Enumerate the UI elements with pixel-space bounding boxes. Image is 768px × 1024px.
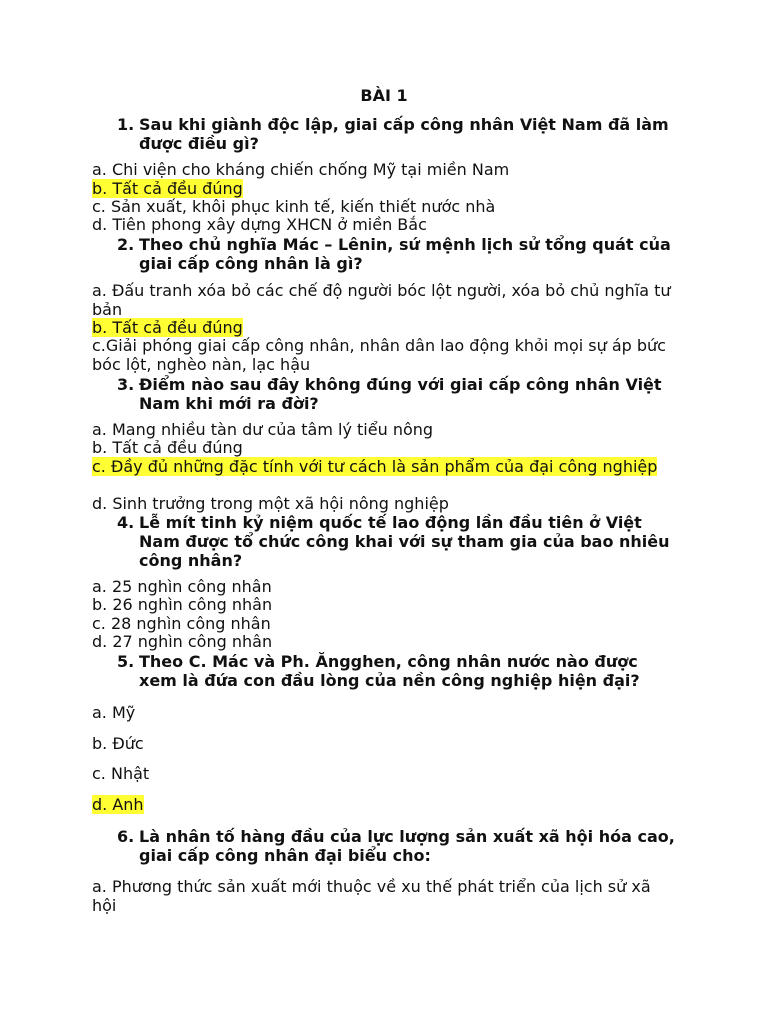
option-4d — [92, 633, 672, 652]
option-text: c.Giải phóng giai cấp công nhân, nhân dân lao động khỏi mọi sự áp bức bóc lột, nghèo nàn, lạc hậu — [92, 336, 666, 374]
option-text-highlighted: b. Tất cả đều đúng — [92, 318, 243, 337]
question-number: 3. — [117, 375, 135, 394]
question-number: 6. — [117, 827, 135, 846]
question-text: Là nhân tố hàng đầu của lực lượng sản xuất xã hội hóa cao, giai cấp công nhân đại biểu cho: — [139, 827, 675, 865]
question-1 — [117, 115, 677, 153]
question-text: Sau khi giành độc lập, giai cấp công nhân Việt Nam đã làm được điều gì? — [139, 115, 669, 153]
option-text: c. Sản xuất, khôi phục kinh tế, kiến thiết nước nhà — [92, 197, 496, 216]
option-2c — [92, 337, 672, 374]
option-text: a. Chi viện cho kháng chiến chống Mỹ tại miền Nam — [92, 160, 510, 179]
option-text: a. Đấu tranh xóa bỏ các chế độ người bóc lột người, xóa bỏ chủ nghĩa tư bản — [92, 281, 671, 319]
option-3a — [92, 421, 672, 440]
option-1b — [92, 180, 672, 199]
option-text-highlighted: c. Đầy đủ những đặc tính với tư cách là sản phẩm của đại công nghiệp — [92, 457, 658, 476]
question-5 — [117, 652, 677, 690]
question-number: 1. — [117, 115, 135, 134]
option-text: a. Mang nhiều tàn dư của tâm lý tiểu nông — [92, 420, 434, 439]
option-2a — [92, 282, 672, 319]
option-3c — [92, 458, 672, 477]
option-1a — [92, 161, 672, 180]
option-4b — [92, 596, 672, 615]
option-4a — [92, 578, 672, 597]
question-6 — [117, 827, 677, 865]
option-text-highlighted: d. Anh — [92, 795, 144, 814]
option-text: c. Nhật — [92, 764, 150, 783]
option-5c — [92, 765, 672, 784]
question-number: 4. — [117, 513, 135, 532]
question-number: 2. — [117, 235, 135, 254]
option-text: d. Sinh trưởng trong một xã hội nông nghiệp — [92, 494, 449, 513]
option-text: b. Tất cả đều đúng — [92, 438, 243, 457]
question-text: Theo C. Mác và Ph. Ăngghen, công nhân nước nào được xem là đứa con đầu lòng của nền công nghiệp hiện đại? — [139, 652, 640, 690]
option-1d — [92, 216, 672, 235]
option-text: a. Phương thức sản xuất mới thuộc về xu thế phát triển của lịch sử xã hội — [92, 877, 651, 915]
option-text: b. Đức — [92, 734, 144, 753]
question-text: Theo chủ nghĩa Mác – Lênin, sứ mệnh lịch sử tổng quát của giai cấp công nhân là gì? — [139, 235, 671, 273]
option-text: c. 28 nghìn công nhân — [92, 614, 271, 633]
option-5a — [92, 704, 672, 723]
option-text: d. Tiên phong xây dựng XHCN ở miền Bắc — [92, 215, 427, 234]
option-3b — [92, 439, 672, 458]
option-3d — [92, 495, 672, 514]
question-3 — [117, 375, 677, 413]
option-1c — [92, 198, 672, 217]
option-text: b. 26 nghìn công nhân — [92, 595, 273, 614]
question-text: Lễ mít tinh kỷ niệm quốc tế lao động lần đầu tiên ở Việt Nam được tổ chức công khai với sự tham gia của bao nhiêu công nhân? — [139, 513, 670, 570]
question-2 — [117, 235, 677, 273]
option-5b — [92, 735, 672, 754]
option-5d — [92, 796, 672, 815]
option-text-highlighted: b. Tất cả đều đúng — [92, 179, 243, 198]
question-text: Điểm nào sau đây không đúng với giai cấp công nhân Việt Nam khi mới ra đời? — [139, 375, 662, 413]
question-4 — [117, 513, 677, 570]
question-number: 5. — [117, 652, 135, 671]
option-6a — [92, 878, 672, 915]
page-title: BÀI 1 — [360, 86, 408, 105]
option-4c — [92, 615, 672, 634]
option-text: d. 27 nghìn công nhân — [92, 632, 273, 651]
option-text: a. 25 nghìn công nhân — [92, 577, 272, 596]
option-text: a. Mỹ — [92, 703, 136, 722]
option-2b — [92, 319, 672, 338]
